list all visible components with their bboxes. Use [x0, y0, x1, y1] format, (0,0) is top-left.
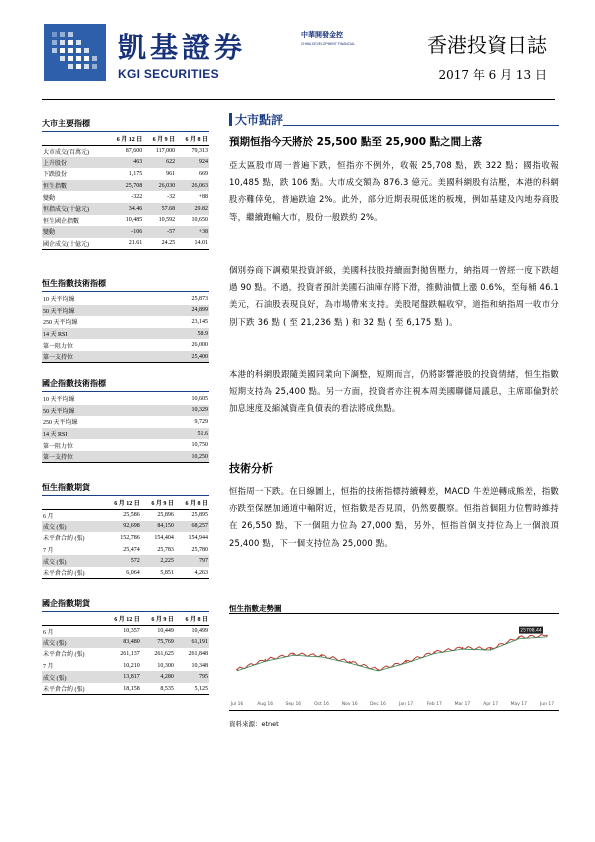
row-label: 大市成交(百萬元) — [43, 149, 89, 156]
table-row — [42, 351, 209, 363]
x-tick-label: Apr 17 — [483, 702, 499, 707]
table-row — [42, 168, 209, 180]
hsi-chart-svg — [229, 614, 559, 710]
column-header: 6 月 8 日 — [176, 133, 209, 145]
hsi-futures-section — [42, 482, 209, 579]
table-row — [42, 203, 209, 215]
hsi-futures-table — [42, 497, 209, 579]
row-value: 83,480 — [103, 637, 141, 649]
x-tick-label: Oct 16 — [314, 702, 330, 707]
table-row — [42, 660, 209, 672]
row-value: 25,896 — [157, 512, 174, 519]
row-label: 成交 (張) — [42, 671, 103, 683]
column-header: 6 月 12 日 — [106, 133, 143, 145]
column-header: 6 月 9 日 — [141, 497, 175, 509]
paragraph-3: 本港的科網股跟隨美國同業向下調整，短期而言，仍將影響港股的投資情緒，恒生指數短期支持為 25,400 點。另一方面，投資者亦注視本周美國聯儲局議息，主席耶倫對於加息速度及縮減資產負債表的看法將成焦點。 — [229, 369, 559, 414]
row-value: 5,851 — [141, 567, 175, 579]
table-row — [42, 521, 209, 533]
data-point — [264, 659, 266, 661]
row-value: 261,625 — [154, 650, 174, 657]
row-label: 10 天平均線 — [43, 297, 75, 304]
moving-average-line — [237, 637, 547, 671]
row-label: 下跌股份 — [43, 172, 68, 179]
headline: 預期恒指今天將於 25,500 點至 25,900 點之間上落 — [229, 136, 483, 148]
row-value: +38 — [176, 226, 209, 238]
table-row — [42, 428, 209, 440]
row-label: 第一阻力位 — [43, 343, 74, 350]
row-value: 34.46 — [106, 203, 143, 215]
row-value: 25,783 — [157, 546, 174, 553]
row-value: 61,191 — [175, 637, 209, 649]
row-value: 24.25 — [143, 238, 176, 250]
hscei-tech-table — [42, 393, 209, 463]
row-label: 未平倉合約 (張) — [43, 536, 85, 543]
hsi-tech-table — [42, 293, 209, 363]
row-value: 10,592 — [158, 217, 176, 224]
paragraph-2: 個別券商下調蘋果投資評級，美國科技股持續面對拋售壓力，納指周一曾經一度下跌超過 90 點。不過，投資者預計美國石油庫存將下滑，推動油價上漲 0.6%，至每桶 46.1 美元，石油股表現良好，為市場帶來支持。美股尾盤跌幅收窄，道指和納指周一收市分別下跌 36 點 ( 至 21,236 點 ) 和 32 點 ( 至 6,175 點 )。 — [229, 265, 559, 327]
row-value: 4,263 — [175, 567, 209, 579]
section-rule — [283, 125, 559, 126]
table-row — [42, 648, 209, 660]
table-row — [42, 405, 209, 417]
row-value: -32 — [167, 194, 176, 201]
row-value: 10,300 — [157, 662, 174, 669]
row-value: 924 — [176, 157, 209, 169]
row-value: 26,000 — [191, 342, 208, 349]
hsi-futures-title: 恒生指數期貨 — [42, 482, 209, 496]
hsi-chart — [229, 613, 559, 711]
parent-company-name-en: CHINA DEVELOPMENT FINANCIAL — [301, 42, 355, 46]
row-value: 75,769 — [141, 637, 175, 649]
row-value: 25,873 — [191, 295, 208, 302]
table-header-row — [42, 613, 209, 625]
row-label: 第一阻力位 — [43, 443, 74, 450]
row-value: 25,780 — [191, 546, 208, 553]
data-point — [405, 661, 407, 663]
row-value: 57.68 — [143, 203, 176, 215]
row-value: -57 — [143, 226, 176, 238]
table-row — [42, 238, 209, 250]
data-point — [462, 647, 464, 649]
header-blank — [42, 497, 103, 509]
table-row — [42, 145, 209, 157]
row-value: 463 — [106, 157, 143, 169]
company-name-cn: 凱基證券 — [118, 31, 247, 64]
row-label: 10 天平均線 — [43, 397, 75, 404]
table-row — [42, 157, 209, 169]
table-row — [42, 180, 209, 192]
section-accent-bar — [229, 113, 232, 126]
row-value: 261,848 — [188, 650, 208, 657]
row-value: 25,400 — [153, 351, 209, 363]
row-value: 795 — [175, 671, 209, 683]
row-value: 4,280 — [141, 671, 175, 683]
table-row — [42, 451, 209, 463]
x-tick-label: Feb 17 — [426, 702, 442, 707]
row-label: 成交 (張) — [42, 637, 103, 649]
column-header: 6 月 12 日 — [103, 497, 141, 509]
table-row — [42, 544, 209, 556]
market-review-title: 大市點評 — [235, 113, 284, 127]
hsi-tech-section — [42, 278, 209, 363]
row-value: 10,499 — [191, 628, 208, 635]
row-value: 1,175 — [128, 170, 143, 177]
table-row — [42, 555, 209, 567]
row-value: 14.01 — [176, 238, 209, 250]
row-label: 14 天 RSI — [42, 328, 153, 340]
row-label: 250 天平均線 — [43, 420, 78, 427]
table-row — [42, 293, 209, 305]
row-label: 變動 — [42, 226, 106, 238]
data-point — [546, 635, 548, 637]
kgi-logo-icon — [44, 24, 106, 81]
column-header: 6 月 9 日 — [143, 133, 176, 145]
row-label: 未平倉合約 (張) — [42, 683, 103, 695]
x-tick-label: Aug 16 — [257, 702, 274, 707]
technical-analysis-title: 技術分析 — [229, 462, 273, 475]
row-label: 7 月 — [43, 664, 54, 671]
row-value: 23,145 — [191, 318, 208, 325]
row-value: 29.82 — [176, 203, 209, 215]
row-label: 6 月 — [43, 629, 54, 636]
row-value: 26,030 — [143, 180, 176, 192]
row-value: 10,210 — [123, 662, 140, 669]
row-value: 25,474 — [123, 546, 140, 553]
row-value: 92,698 — [103, 521, 141, 533]
x-tick-label: Jan 17 — [399, 702, 414, 707]
hscei-futures-title: 國企指數期貨 — [42, 598, 209, 612]
row-label: 未平倉合約 (張) — [42, 567, 103, 579]
row-label: 成交 (張) — [42, 555, 103, 567]
table-row — [42, 625, 209, 637]
table-row — [42, 637, 209, 649]
data-point — [490, 648, 492, 650]
table-row — [42, 226, 209, 238]
technical-analysis-paragraph: 恒指周一下跌。在日線圖上，恒指的技術指標持續轉差，MACD 牛差逆轉成熊差，指數亦跌至保歷加通道中軸附近，恒指數是否見頂，仍然要觀察。恒指首個阻力位暫時維持在 26,550 點，下一個阻力位為 27,000 點，另外，恒指首個支持位為上一個浪頂 25,400 點，下一個支持位為 25,000 點。 — [229, 486, 559, 548]
row-value: 117,000 — [155, 148, 176, 155]
row-value: 87,600 — [125, 148, 143, 155]
table-row — [42, 532, 209, 544]
row-value: 10,449 — [157, 628, 174, 635]
hscei-futures-section — [42, 598, 209, 695]
market-indicators-table — [42, 133, 209, 250]
table-row — [42, 393, 209, 405]
table-row — [42, 671, 209, 683]
market-indicators-section — [42, 118, 209, 250]
row-value: 51.6 — [153, 428, 209, 440]
row-value: 21.61 — [106, 238, 143, 250]
x-tick-label: Sep 16 — [285, 702, 302, 707]
row-value: -322 — [131, 194, 143, 201]
row-value: 10,250 — [153, 451, 209, 463]
report-date: 2017 年 6 月 13 日 — [438, 68, 547, 82]
table-row — [42, 215, 209, 227]
row-value: 152,786 — [120, 534, 140, 541]
row-label: 6 月 — [43, 513, 54, 520]
table-row — [42, 328, 209, 340]
row-value: 10,485 — [125, 217, 143, 224]
row-value: +88 — [198, 194, 208, 201]
row-value: 25,586 — [123, 512, 140, 519]
hscei-tech-section — [42, 378, 209, 463]
table-row — [42, 316, 209, 328]
row-value: 10,650 — [191, 217, 208, 224]
row-label: 14 天 RSI — [42, 428, 153, 440]
row-value: 26,063 — [176, 180, 209, 192]
data-point — [292, 653, 294, 655]
row-value: 10,348 — [191, 662, 208, 669]
table-row — [42, 509, 209, 521]
x-tick-label: Dec 16 — [369, 702, 386, 707]
row-label: 第一支持位 — [42, 351, 153, 363]
row-value: 5,125 — [175, 683, 209, 695]
row-value: 572 — [103, 555, 141, 567]
row-value: 9,729 — [194, 418, 208, 425]
row-value: 25,708 — [106, 180, 143, 192]
row-label: 50 天平均線 — [42, 305, 153, 317]
row-value: 25,895 — [191, 512, 208, 519]
row-value: 10,329 — [153, 405, 209, 417]
row-value: 6,064 — [103, 567, 141, 579]
column-header: 6 月 8 日 — [175, 497, 209, 509]
row-value: 10,605 — [191, 395, 208, 402]
table-header-row — [42, 497, 209, 509]
row-value: -106 — [106, 226, 143, 238]
data-point — [377, 669, 379, 671]
table-row — [42, 567, 209, 579]
row-label: 第一支持位 — [42, 451, 153, 463]
row-value: 961 — [166, 170, 176, 177]
hsi-tech-title: 恒生指數技術指標 — [42, 278, 209, 292]
table-row — [42, 683, 209, 695]
row-value: 13,817 — [103, 671, 141, 683]
column-header: 6 月 12 日 — [103, 613, 141, 625]
row-label: 恒生國企指數 — [43, 218, 80, 225]
row-label: 未平倉合約 (張) — [43, 652, 85, 659]
row-value: 24,899 — [153, 305, 209, 317]
data-point — [236, 669, 238, 671]
x-tick-label: May 17 — [510, 702, 528, 707]
row-value: 10,750 — [191, 442, 208, 449]
row-label: 恒指成交(十億元) — [42, 203, 106, 215]
row-label: 7 月 — [43, 548, 54, 555]
row-value: 154,404 — [154, 534, 174, 541]
data-point — [349, 661, 351, 663]
table-header-row — [42, 133, 209, 145]
market-review-header — [229, 111, 559, 128]
data-source: 資料來源：etnet — [229, 720, 279, 728]
x-tick-label: Jul 16 — [230, 702, 244, 707]
row-value: 10,357 — [123, 628, 140, 635]
row-value: 8,535 — [141, 683, 175, 695]
row-value: 79,313 — [191, 148, 208, 155]
header-divider — [42, 99, 555, 100]
paragraph-1: 亞太區股市周一普遍下跌，恒指亦不例外，收報 25,708 點，跌 322 點；國指收報 10,485 點，跌 106 點。大市成交額為 876.3 億元。美國科網股有沽壓，本港的科網股亦難倖免，普遍跌逾 2%。此外，部分近期表現低迷的板塊，例如基建及內地券商股等，繼續跑輸大市，股份一般跌約 2%。 — [229, 160, 559, 222]
row-value: 669 — [199, 170, 208, 177]
row-value: 622 — [143, 157, 176, 169]
row-value: 58.9 — [153, 328, 209, 340]
row-label: 成交 (張) — [42, 521, 103, 533]
table-row — [42, 439, 209, 451]
row-label: 50 天平均線 — [42, 405, 153, 417]
x-tick-label: Nov 16 — [341, 702, 358, 707]
hscei-futures-table — [42, 613, 209, 695]
row-label: 國企成交(十億元) — [42, 238, 106, 250]
row-value: 68,257 — [175, 521, 209, 533]
column-header: 6 月 9 日 — [141, 613, 175, 625]
parent-company-logo — [301, 30, 371, 46]
x-tick-label: Jun 17 — [539, 702, 555, 707]
hscei-tech-title: 國企指數技術指標 — [42, 378, 209, 392]
table-row — [42, 416, 209, 428]
data-point — [321, 655, 323, 657]
chart-title: 恒生指數走勢圖 — [229, 604, 282, 613]
row-value: 797 — [175, 555, 209, 567]
row-value: 84,150 — [141, 521, 175, 533]
row-value: 261,137 — [120, 650, 140, 657]
table-row — [42, 191, 209, 203]
row-label: 恒生指數 — [42, 180, 106, 192]
kgi-logo-mark — [44, 24, 106, 81]
row-label: 上升股份 — [42, 157, 106, 169]
market-review-section — [229, 111, 559, 149]
company-name-en: KGI SECURITIES — [118, 67, 219, 81]
row-value: 2,225 — [141, 555, 175, 567]
row-value: 18,158 — [103, 683, 141, 695]
table-row — [42, 339, 209, 351]
hsi-price-line — [237, 634, 547, 670]
row-label: 250 天平均線 — [43, 320, 78, 327]
report-title: 香港投資日誌 — [427, 33, 547, 57]
header-blank — [42, 613, 103, 625]
data-point — [518, 637, 520, 639]
x-tick-label: Mar 17 — [454, 702, 471, 707]
parent-company-name-cn: 中華開發金控 — [301, 31, 343, 39]
column-header: 6 月 8 日 — [175, 613, 209, 625]
market-indicators-title: 大市主要指標 — [42, 118, 209, 132]
row-value: 154,944 — [188, 534, 208, 541]
header-blank — [42, 133, 106, 145]
row-label: 變動 — [43, 195, 56, 202]
data-point — [433, 651, 435, 653]
table-row — [42, 305, 209, 317]
last-value-label: 25708.44 — [520, 628, 542, 634]
